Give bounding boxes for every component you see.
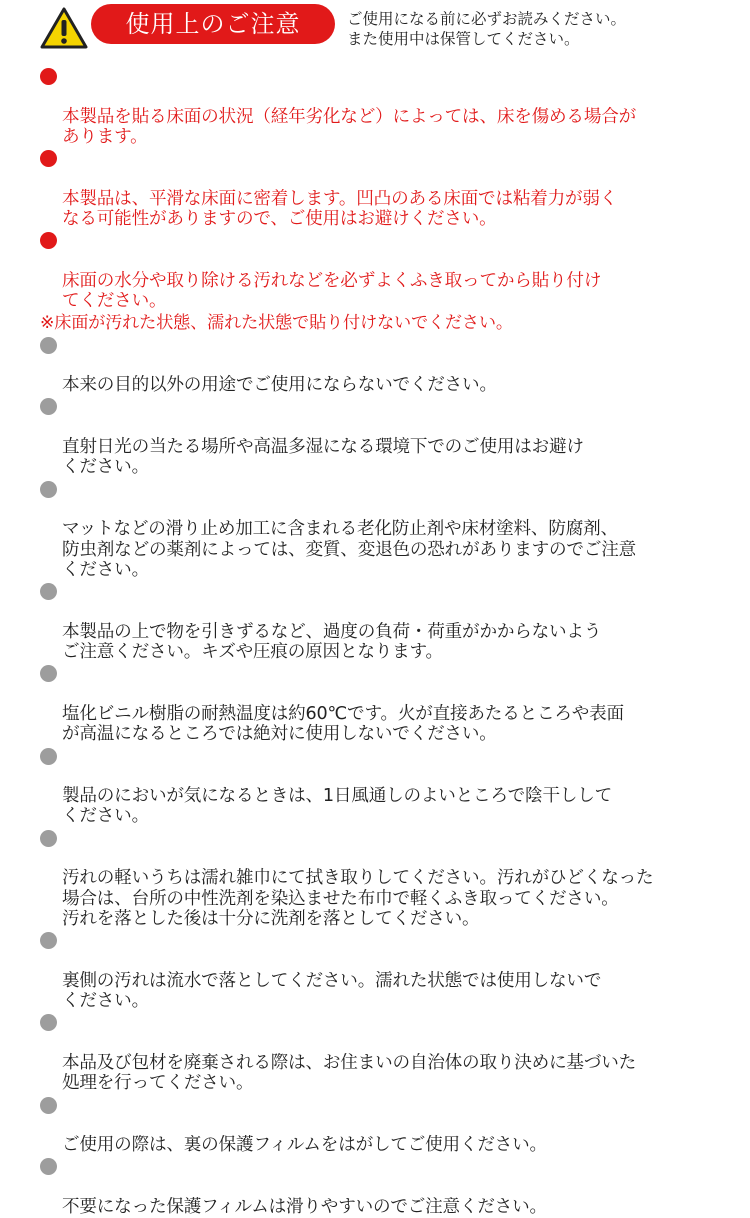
caution-item (40, 581, 720, 662)
red-bullet-icon (40, 150, 57, 167)
caution-item (40, 396, 720, 477)
gray-bullet-icon (40, 583, 57, 600)
caution-item (40, 828, 720, 929)
caution-item (40, 930, 720, 1011)
caution-item (40, 1156, 720, 1217)
warning-text: 本製品を貼る床面の状況（経年劣化など）によっては、床を傷める場合が あります。 (62, 106, 636, 147)
gray-bullet-icon (40, 1014, 57, 1031)
warning-note: ※床面が汚れた状態、濡れた状態で貼り付けないでください。 (40, 312, 513, 333)
caution-text: 汚れの軽いうちは濡れ雑巾にて拭き取りしてください。汚れがひどくなった 場合は、台所の中性洗剤を染込ませた布巾で軽くふき取ってください。 汚れを落とした後は十分に洗剤を落としてください。 (62, 868, 654, 929)
warning-icon (40, 6, 88, 50)
caution-title: 使用上のご注意 (91, 4, 335, 44)
warning-text: 床面の水分や取り除ける汚れなどを必ずよくふき取ってから貼り付け てください。 (62, 270, 602, 312)
gray-bullet-icon (40, 748, 57, 765)
caution-text: 本製品の上で物を引きずるなど、過度の負荷・荷重がかからないよう ご注意ください。キズや圧痕の原因となります。 (62, 621, 602, 663)
warning-item (40, 230, 720, 311)
gray-bullet-icon (40, 1097, 57, 1114)
gray-bullet-icon (40, 830, 57, 847)
red-bullet-icon (40, 232, 57, 249)
caution-text: ご使用の際は、裏の保護フィルムをはがしてご使用ください。 (62, 1135, 547, 1156)
caution-list (40, 66, 720, 1218)
caution-text: 製品のにおいが気になるときは、1日風通しのよいところで陰干しして ください。 (62, 786, 613, 827)
caution-text: 裏側の汚れは流水で落としてください。濡れた状態では使用しないで ください。 (62, 970, 602, 1012)
caution-text: 本品及び包材を廃棄される際は、お住まいの自治体の取り決めに基づいた 処理を行ってください。 (62, 1052, 636, 1094)
gray-bullet-icon (40, 481, 57, 498)
warning-item (40, 148, 720, 229)
caution-text: 塩化ビニル樹脂の耐熱温度は約60℃です。火が直接あたるところや表面 が高温になるところでは絶対に使用しないでください。 (62, 703, 624, 745)
warning-text: 本製品は、平滑な床面に密着します。凹凸のある床面では粘着力が弱く なる可能性がありますので、ご使用はお避けください。 (62, 188, 618, 230)
warning-item (40, 66, 720, 147)
caution-item (40, 335, 720, 396)
caution-text: 不要になった保護フィルムは滑りやすいのでご注意ください。 (62, 1197, 547, 1218)
caution-text: 直射日光の当たる場所や高温多湿になる環境下でのご使用はお避け ください。 (62, 437, 584, 478)
caution-item (40, 479, 720, 580)
caution-item (40, 663, 720, 744)
caution-item (40, 1012, 720, 1093)
red-bullet-icon (40, 68, 57, 85)
caution-item (40, 1095, 720, 1156)
caution-item (40, 746, 720, 827)
gray-bullet-icon (40, 398, 57, 415)
gray-bullet-icon (40, 932, 57, 949)
caution-text: マットなどの滑り止め加工に含まれる老化防止剤や床材塗料、防腐剤、 防虫剤などの薬剤によっては、変質、変退色の恐れがありますのでご注意 ください。 (62, 519, 636, 580)
gray-bullet-icon (40, 337, 57, 354)
header-note (347, 9, 626, 49)
header-note-line2: また使用中は保管してください。 (347, 30, 580, 48)
header-note-line1: ご使用になる前に必ずお読みください。 (347, 10, 627, 28)
gray-bullet-icon (40, 665, 57, 682)
caution-text: 本来の目的以外の用途でご使用にならないでください。 (62, 375, 497, 396)
gray-bullet-icon (40, 1158, 57, 1175)
caution-header (0, 0, 750, 62)
